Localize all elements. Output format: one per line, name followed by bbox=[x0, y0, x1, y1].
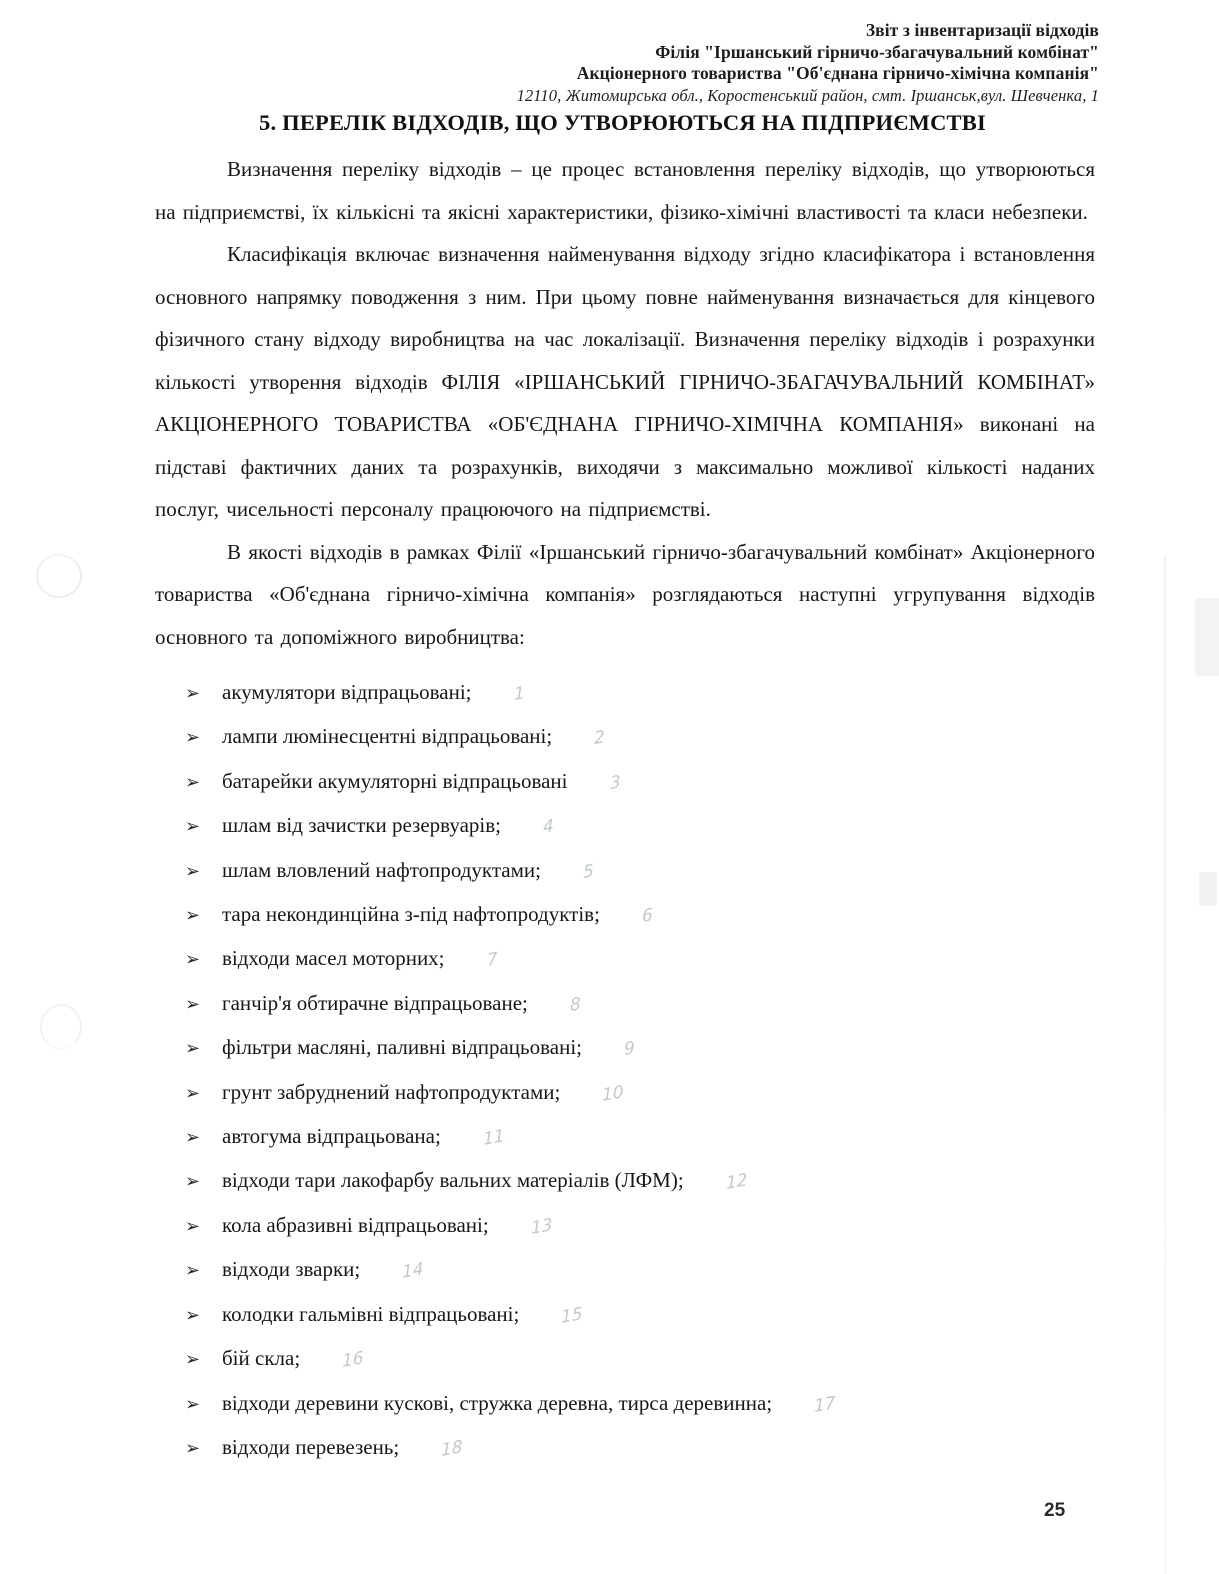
list-item-text: тара некондинційна з-під нафтопродуктів; bbox=[222, 902, 600, 927]
pencil-annotation: 5 bbox=[582, 860, 595, 883]
list-item bbox=[185, 849, 1095, 893]
arrow-bullet-icon: ➢ bbox=[185, 1260, 201, 1282]
list-item-text: бій скла; bbox=[222, 1346, 301, 1371]
list-item bbox=[185, 1026, 1095, 1070]
list-item bbox=[185, 715, 1095, 759]
list-item-text: лампи люмінесцентні відпрацьовані; bbox=[222, 724, 553, 749]
list-item bbox=[185, 1426, 1095, 1470]
list-item-text: колодки гальмівні відпрацьовані; bbox=[222, 1301, 520, 1326]
paragraph-classification: Класифікація включає визначення найменування відходу згідно класифікатора і встановлення основного напрямку поводження з ним. При цьому повне найменування визначається для кінцевого фізичного стану відходу виробництва на час локалізації. Визначення переліку відходів і розрахунки кількості утворення відходів ФІЛІЯ «ІРШАНСЬКИЙ ГІРНИЧО-ЗБАГАЧУВАЛЬНИЙ КОМБІНАТ» АКЦІОНЕРНОГО ТОВАРИСТВА «ОБ'ЄДНАНА ГІРНИЧО-ХІМІЧНА КОМПАНІЯ» виконані на підставі фактичних даних та розрахунків, виходячи з максимально можливої кількості наданих послуг, чисельності персоналу працюючого на підприємстві. bbox=[155, 242, 1095, 521]
document-header bbox=[517, 20, 1099, 106]
list-item-text: кола абразивні відпрацьовані; bbox=[222, 1212, 489, 1237]
list-item-text: відходи масел моторних; bbox=[222, 946, 445, 971]
list-item-text: шлам від зачистки резервуарів; bbox=[222, 813, 501, 838]
header-address: 12110, Житомирська обл., Коростенський район, смт. Іршанськ,вул. Шевченка, 1 bbox=[516, 85, 1099, 105]
arrow-bullet-icon: ➢ bbox=[185, 1393, 201, 1415]
list-item bbox=[185, 1159, 1095, 1203]
list-item-text: автогума відпрацьована; bbox=[222, 1124, 441, 1149]
arrow-bullet-icon: ➢ bbox=[185, 1304, 201, 1326]
arrow-bullet-icon: ➢ bbox=[185, 949, 201, 971]
pencil-annotation: 17 bbox=[813, 1392, 836, 1417]
list-item bbox=[185, 1204, 1095, 1248]
pencil-annotation: 12 bbox=[725, 1170, 748, 1195]
arrow-bullet-icon: ➢ bbox=[185, 816, 201, 838]
pencil-annotation: 16 bbox=[341, 1348, 364, 1373]
list-item-text: акумулятори відпрацьовані; bbox=[222, 680, 472, 704]
list-item bbox=[185, 1248, 1095, 1292]
list-item-text: батарейки акумуляторні відпрацьовані bbox=[222, 768, 568, 793]
arrow-bullet-icon: ➢ bbox=[185, 1215, 201, 1237]
list-item-text: ганчір'я обтирачне відпрацьоване; bbox=[222, 990, 528, 1015]
list-item-text: відходи перевезень; bbox=[222, 1434, 400, 1459]
pencil-annotation: 3 bbox=[609, 771, 621, 794]
header-report-title: Звіт з інвентаризації відходів bbox=[865, 20, 1099, 40]
pencil-annotation: 14 bbox=[402, 1259, 425, 1284]
arrow-bullet-icon: ➢ bbox=[185, 1038, 201, 1060]
waste-list bbox=[155, 671, 1095, 1470]
list-item bbox=[185, 982, 1095, 1026]
list-item bbox=[185, 804, 1095, 848]
pencil-annotation: 6 bbox=[641, 904, 654, 928]
document-body bbox=[155, 148, 1095, 1470]
scan-fold-line bbox=[1164, 555, 1166, 1574]
list-item bbox=[185, 1071, 1095, 1115]
list-item-text: шлам вловлений нафтопродуктами; bbox=[222, 857, 541, 882]
scan-edge-artifact bbox=[1195, 598, 1219, 676]
arrow-bullet-icon: ➢ bbox=[185, 1127, 201, 1149]
pencil-annotation: 18 bbox=[441, 1436, 464, 1461]
list-item bbox=[185, 937, 1095, 981]
pencil-annotation: 4 bbox=[542, 816, 555, 839]
arrow-bullet-icon: ➢ bbox=[185, 771, 201, 793]
paragraph-waste-groups-intro: В якості відходів в рамках Філії «Іршанський гірничо-збагачувальний комбінат» Акціонерного товариства «Об'єднана гірничо-хімічна компанія» розглядаються наступні угрупування відходів основного та допоміжного виробництва: bbox=[155, 539, 1095, 649]
arrow-bullet-icon: ➢ bbox=[185, 1082, 201, 1104]
section-title: 5. ПЕРЕЛІК ВІДХОДІВ, ЩО УТВОРЮЮТЬСЯ НА ПІДПРИЄМСТВІ bbox=[259, 110, 986, 135]
list-item-text: відходи зварки; bbox=[222, 1257, 361, 1282]
list-item bbox=[185, 1293, 1095, 1337]
list-item-text: фільтри масляні, паливні відпрацьовані; bbox=[222, 1035, 582, 1060]
list-item-text: відходи деревини кускові, стружка деревна, тирса деревинна; bbox=[222, 1390, 773, 1415]
pencil-annotation: 1 bbox=[513, 682, 525, 706]
list-item bbox=[185, 1337, 1095, 1381]
arrow-bullet-icon: ➢ bbox=[185, 1171, 201, 1193]
pencil-annotation: 10 bbox=[602, 1081, 625, 1106]
arrow-bullet-icon: ➢ bbox=[185, 1437, 201, 1459]
list-item-text: відходи тари лакофарбу вальних матеріалів (ЛФМ); bbox=[222, 1168, 684, 1193]
pencil-annotation: 7 bbox=[486, 949, 498, 972]
scan-edge-artifact bbox=[1199, 872, 1217, 906]
arrow-bullet-icon: ➢ bbox=[185, 727, 201, 749]
page-number: 25 bbox=[1044, 1500, 1066, 1521]
header-company-name: Акціонерного товариства "Об'єднана гірничо-хімічна компанія" bbox=[576, 63, 1099, 83]
header-branch-name: Філія "Іршанський гірничо-збагачувальний комбінат" bbox=[655, 41, 1099, 62]
arrow-bullet-icon: ➢ bbox=[185, 905, 201, 927]
pencil-annotation: 11 bbox=[482, 1126, 505, 1151]
list-item bbox=[185, 1115, 1095, 1159]
paragraph-definition: Визначення переліку відходів – це процес встановлення переліку відходів, що утворюються на підприємстві, їх кількісні та якісні характеристики, фізико-хімічні властивості та класи небезпеки. bbox=[155, 157, 1095, 224]
hole-punch-mark bbox=[36, 554, 82, 598]
list-item bbox=[185, 760, 1095, 804]
pencil-annotation: 2 bbox=[593, 727, 606, 750]
pencil-annotation: 13 bbox=[530, 1214, 553, 1239]
hole-punch-mark bbox=[40, 1004, 82, 1050]
pencil-annotation: 8 bbox=[569, 993, 581, 1016]
arrow-bullet-icon: ➢ bbox=[185, 860, 201, 882]
list-item bbox=[185, 1382, 1095, 1426]
arrow-bullet-icon: ➢ bbox=[185, 683, 201, 704]
list-item bbox=[185, 893, 1095, 937]
pencil-annotation: 15 bbox=[561, 1303, 584, 1328]
arrow-bullet-icon: ➢ bbox=[185, 1349, 201, 1371]
list-item bbox=[185, 671, 1095, 715]
arrow-bullet-icon: ➢ bbox=[185, 993, 201, 1015]
list-item-text: грунт забруднений нафтопродуктами; bbox=[222, 1079, 561, 1104]
pencil-annotation: 9 bbox=[623, 1038, 636, 1061]
